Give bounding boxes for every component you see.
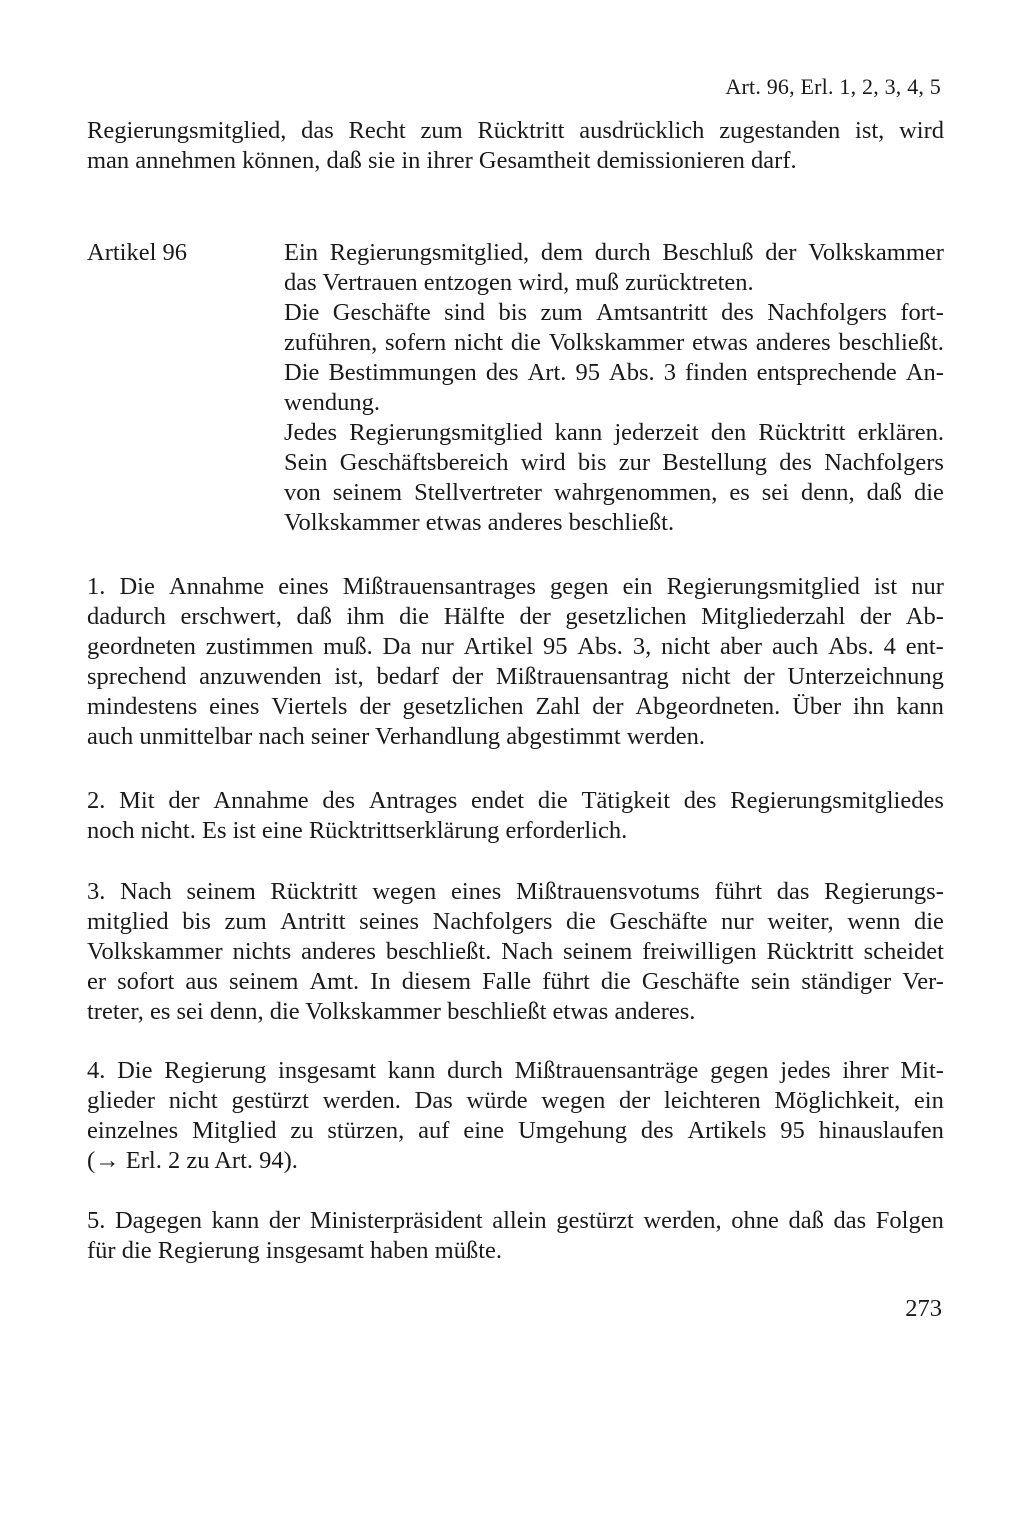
- word: nur: [721, 908, 754, 935]
- word: Sein: [284, 449, 328, 476]
- word: daß: [866, 479, 903, 506]
- word: mitglied: [87, 908, 169, 935]
- word: beschließt.: [385, 938, 492, 965]
- word: nicht: [681, 663, 731, 690]
- word: Regierung: [164, 1057, 267, 1084]
- word: Mißtrauensantrages: [342, 573, 536, 600]
- word: Die: [284, 299, 320, 326]
- word: jederzeit: [614, 419, 699, 446]
- word: nicht: [168, 1087, 218, 1114]
- text-line: [87, 116, 944, 146]
- word: ihm: [346, 603, 385, 630]
- word: die: [537, 787, 568, 814]
- running-head: Art. 96, Erl. 1, 2, 3, 4, 5: [725, 74, 941, 99]
- word: Amtsantritt: [596, 299, 708, 326]
- word: Abgeordneten.: [635, 693, 781, 720]
- word: des: [640, 1117, 674, 1144]
- word: hinauslaufen: [818, 1117, 944, 1144]
- word: der: [859, 603, 892, 630]
- word: anderes: [755, 329, 831, 356]
- word: ihn: [853, 693, 885, 720]
- word: Regierungsmitglied: [349, 419, 543, 446]
- word: gegen: [710, 1057, 769, 1084]
- word: geordneten: [87, 633, 196, 660]
- word: dadurch: [87, 603, 166, 630]
- article-label: Artikel 96: [87, 239, 188, 266]
- word: Ministerpräsident: [309, 1207, 483, 1234]
- word: daß: [296, 603, 332, 630]
- word: Beschluß: [662, 239, 754, 266]
- word: 2.: [87, 787, 106, 814]
- word: sein: [750, 968, 791, 995]
- text-line: [284, 328, 944, 358]
- word: es: [729, 479, 750, 506]
- word: Annahme: [213, 787, 309, 814]
- word: Geschäfte: [641, 968, 740, 995]
- word: kann: [387, 1057, 436, 1084]
- text-line: [87, 662, 944, 692]
- word: Nachfolgers: [432, 908, 553, 935]
- word: Die: [119, 573, 155, 600]
- text-line: [284, 448, 944, 478]
- commentary-5: [87, 1206, 944, 1266]
- word: die: [399, 603, 430, 630]
- text-line: Volkskammer etwas anderes beschließt.: [284, 509, 675, 536]
- word: diesem: [401, 968, 472, 995]
- word: führt: [714, 878, 763, 905]
- word: wahrgenommen,: [553, 479, 718, 506]
- word: das: [833, 1207, 867, 1234]
- word: ihrer: [842, 1057, 889, 1084]
- word: bis: [182, 908, 211, 935]
- word: Mit-: [900, 1057, 944, 1084]
- word: anderes: [301, 938, 376, 965]
- word: 3: [663, 359, 676, 386]
- word: nur: [911, 573, 944, 600]
- word: Mißtrauensantrag: [495, 663, 669, 690]
- word: mindestens: [87, 693, 198, 720]
- word: 95: [780, 1117, 805, 1144]
- word: ist,: [334, 663, 364, 690]
- word: seinem: [229, 968, 299, 995]
- word: kann: [554, 419, 603, 446]
- word: muß.: [323, 633, 373, 660]
- word: kann: [211, 1207, 260, 1234]
- word: Dagegen: [114, 1207, 203, 1234]
- commentary-4: [87, 1056, 944, 1176]
- word: Ab-: [905, 603, 944, 630]
- word: Volkskammer: [548, 329, 685, 356]
- word: Ver-: [902, 968, 944, 995]
- word: dem: [540, 239, 584, 266]
- word: des: [322, 787, 356, 814]
- word: auf: [418, 1117, 450, 1144]
- word: Jedes: [284, 419, 338, 446]
- word: fort-: [900, 299, 944, 326]
- word: freiwilligen: [642, 938, 757, 965]
- word: Bestellung: [662, 449, 768, 476]
- word: Mitgliederzahl: [701, 603, 846, 630]
- word: zum: [224, 908, 267, 935]
- word: der: [619, 1087, 651, 1114]
- text-line: [87, 1116, 944, 1146]
- text-line: [284, 358, 944, 388]
- word: Regierungsmitglied,: [329, 239, 530, 266]
- text-line: [284, 478, 944, 508]
- word: wird: [520, 449, 566, 476]
- word: Antritt: [280, 908, 346, 935]
- word: scheidet: [863, 938, 944, 965]
- text-line: [87, 877, 944, 907]
- word: Mißtrauensanträge: [514, 1057, 699, 1084]
- word: Rücktritt: [270, 878, 358, 905]
- word: 95: [575, 359, 600, 386]
- word: Mißtrauensvotums: [516, 878, 700, 905]
- word: Über: [792, 693, 842, 720]
- word: Tätigkeit: [581, 787, 671, 814]
- word: Hälfte: [443, 603, 505, 630]
- word: eines: [450, 878, 502, 905]
- text-line: (→ Erl. 2 zu Art. 94).: [87, 1147, 298, 1174]
- word: ohne: [731, 1207, 779, 1234]
- text-line: [87, 572, 944, 602]
- word: ständiger: [801, 968, 892, 995]
- word: Regierungsmitglied,: [87, 117, 287, 144]
- word: Antrages: [368, 787, 458, 814]
- word: das: [776, 878, 810, 905]
- word: 4.: [87, 1057, 106, 1084]
- word: Abs.: [577, 633, 623, 660]
- word: wenn: [847, 908, 901, 935]
- word: gestürzt: [556, 1207, 634, 1234]
- text-line: wendung.: [284, 389, 380, 416]
- word: seinem: [332, 479, 403, 506]
- word: Mit: [119, 787, 155, 814]
- word: 5.: [87, 1207, 106, 1234]
- word: erschwert,: [180, 603, 282, 630]
- word: die: [565, 908, 596, 935]
- page-number: 273: [905, 1295, 942, 1322]
- word: zu: [290, 1117, 314, 1144]
- text-line: [87, 632, 944, 662]
- word: beschließt.: [838, 329, 944, 356]
- word: Volkskammer: [87, 938, 223, 965]
- word: Umgehung: [518, 1117, 627, 1144]
- word: Geschäfte: [332, 299, 431, 326]
- text-line: [87, 937, 944, 967]
- word: Regierungs-: [824, 878, 944, 905]
- word: wird: [899, 117, 944, 144]
- word: zur: [618, 449, 651, 476]
- word: leichteren: [664, 1087, 761, 1114]
- word: eines: [278, 573, 329, 600]
- word: des: [721, 299, 754, 326]
- word: Artikel: [463, 633, 534, 660]
- word: der: [519, 603, 551, 630]
- text-line: noch nicht. Es ist eine Rücktrittserklärung erforderlich.: [87, 817, 628, 844]
- word: etwas: [692, 329, 748, 356]
- text-line: man annehmen können, daß sie in ihrer Gesamtheit demissionieren darf.: [87, 147, 797, 174]
- word: Folgen: [875, 1207, 944, 1234]
- word: daß: [788, 1207, 824, 1234]
- word: Nachfolgers: [824, 449, 944, 476]
- word: gestürzt: [231, 1087, 309, 1114]
- word: Rücktritt: [477, 117, 565, 144]
- word: des: [683, 787, 717, 814]
- word: ein: [622, 573, 653, 600]
- word: der: [743, 663, 775, 690]
- commentary-2: [87, 786, 944, 846]
- word: führt: [542, 968, 590, 995]
- text-line: [87, 1086, 944, 1116]
- word: bis: [498, 299, 528, 326]
- word: den: [710, 419, 747, 446]
- word: Geschäftsbereich: [339, 449, 509, 476]
- word: aber: [719, 633, 763, 660]
- word: der: [765, 239, 797, 266]
- word: anzuwenden: [199, 663, 322, 690]
- word: Unterzeichnung: [787, 663, 944, 690]
- word: seinem: [562, 938, 633, 965]
- word: nicht: [454, 329, 504, 356]
- word: sei: [761, 479, 789, 506]
- article-text: [284, 238, 944, 538]
- word: wegen: [541, 1087, 606, 1114]
- word: Nach: [501, 938, 553, 965]
- word: er: [87, 968, 107, 995]
- word: Stellvertreter: [414, 479, 542, 506]
- word: 95: [542, 633, 568, 660]
- word: allein: [492, 1207, 547, 1234]
- word: würde: [466, 1087, 528, 1114]
- word: eine: [463, 1117, 505, 1144]
- word: ein: [913, 1087, 944, 1114]
- word: Art.: [527, 359, 567, 386]
- word: glieder: [87, 1087, 156, 1114]
- word: Volkskammer: [808, 239, 944, 266]
- word: ausdrücklich: [579, 117, 705, 144]
- word: nur: [421, 633, 454, 660]
- text-line: [284, 238, 944, 268]
- commentary-1: [87, 572, 944, 752]
- word: 3.: [87, 878, 106, 905]
- word: auch: [771, 633, 819, 660]
- word: Rücktritt: [758, 419, 846, 446]
- word: weiter,: [767, 908, 834, 935]
- word: zum: [540, 299, 583, 326]
- intro-paragraph: [87, 116, 944, 176]
- text-line: [284, 418, 944, 448]
- word: Die: [117, 1057, 153, 1084]
- word: Da: [382, 633, 412, 660]
- word: die: [600, 968, 631, 995]
- text-line: [87, 1206, 944, 1236]
- word: ent-: [905, 633, 944, 660]
- word: Abs.: [609, 359, 655, 386]
- word: Rücktritt: [766, 938, 854, 965]
- word: kann: [896, 693, 944, 720]
- word: zugestanden: [719, 117, 841, 144]
- word: von: [284, 479, 321, 506]
- word: denn,: [800, 479, 855, 506]
- word: werden,: [643, 1207, 722, 1234]
- text-line: [284, 298, 944, 328]
- word: stürzen,: [327, 1117, 405, 1144]
- word: zuführen,: [284, 329, 378, 356]
- word: nichts: [232, 938, 292, 965]
- word: einzelnes: [87, 1117, 179, 1144]
- word: Die: [284, 359, 320, 386]
- word: der: [268, 1207, 301, 1234]
- text-line: auch unmittelbar nach seiner Verhandlung abgestimmt werden.: [87, 723, 705, 750]
- word: ist,: [855, 117, 885, 144]
- word: bedarf: [376, 663, 440, 690]
- word: sprechend: [87, 663, 187, 690]
- text-line: das Vertrauen entzogen wird, muß zurücktreten.: [284, 269, 754, 296]
- word: des: [485, 359, 519, 386]
- word: der: [592, 693, 624, 720]
- word: Zahl: [535, 693, 581, 720]
- word: 1.: [87, 573, 106, 600]
- word: werden.: [322, 1087, 401, 1114]
- word: Amt.: [309, 968, 360, 995]
- word: sofern: [385, 329, 447, 356]
- word: entsprechende: [756, 359, 897, 386]
- word: Falle: [482, 968, 532, 995]
- word: der: [451, 663, 484, 690]
- word: die: [913, 908, 944, 935]
- text-line: [87, 907, 944, 937]
- word: Viertels: [271, 693, 348, 720]
- word: sind: [444, 299, 486, 326]
- word: der: [168, 787, 200, 814]
- word: In: [370, 968, 391, 995]
- word: Annahme: [168, 573, 265, 600]
- text-line: [87, 692, 944, 722]
- text-line: [87, 786, 944, 816]
- text-line: [87, 602, 944, 632]
- word: insgesamt: [278, 1057, 377, 1084]
- word: zustimmen: [205, 633, 314, 660]
- word: Recht: [348, 117, 406, 144]
- word: Regierungsmitgliedes: [730, 787, 944, 814]
- word: erklären.: [857, 419, 944, 446]
- word: Das: [414, 1087, 453, 1114]
- word: Regierungsmitglied: [666, 573, 860, 600]
- word: Mitglied: [192, 1117, 277, 1144]
- text-line: [87, 1056, 944, 1086]
- word: finden: [685, 359, 748, 386]
- word: seines: [359, 908, 420, 935]
- word: Nachfolgers: [767, 299, 887, 326]
- word: der: [359, 693, 391, 720]
- word: eines: [209, 693, 260, 720]
- word: Abs.: [828, 633, 874, 660]
- word: endet: [471, 787, 525, 814]
- word: bis: [577, 449, 607, 476]
- word: nicht: [661, 633, 711, 660]
- word: Artikels: [687, 1117, 767, 1144]
- commentary-3: [87, 877, 944, 1027]
- word: seinem: [186, 878, 256, 905]
- word: Nach: [120, 878, 172, 905]
- word: durch: [447, 1057, 503, 1084]
- word: zum: [420, 117, 463, 144]
- word: gegen: [550, 573, 609, 600]
- word: gesetzlichen: [402, 693, 524, 720]
- text-line: für die Regierung insgesamt haben müßte.: [87, 1237, 503, 1264]
- word: sofort: [117, 968, 175, 995]
- text-line: treter, es sei denn, die Volkskammer beschließt etwas anderes.: [87, 998, 696, 1025]
- word: Ein: [284, 239, 319, 266]
- word: die: [913, 479, 944, 506]
- word: An-: [905, 359, 944, 386]
- word: des: [779, 449, 812, 476]
- word: 4: [883, 633, 896, 660]
- word: wegen: [372, 878, 437, 905]
- word: 3,: [632, 633, 652, 660]
- word: das: [301, 117, 334, 144]
- word: Bestimmungen: [328, 359, 477, 386]
- word: ist: [874, 573, 898, 600]
- text-line: [87, 967, 944, 997]
- word: die: [510, 329, 541, 356]
- word: gesetzlichen: [565, 603, 687, 630]
- word: aus: [185, 968, 218, 995]
- word: Möglichkeit,: [774, 1087, 901, 1114]
- word: jedes: [780, 1057, 831, 1084]
- word: durch: [594, 239, 651, 266]
- word: Geschäfte: [609, 908, 708, 935]
